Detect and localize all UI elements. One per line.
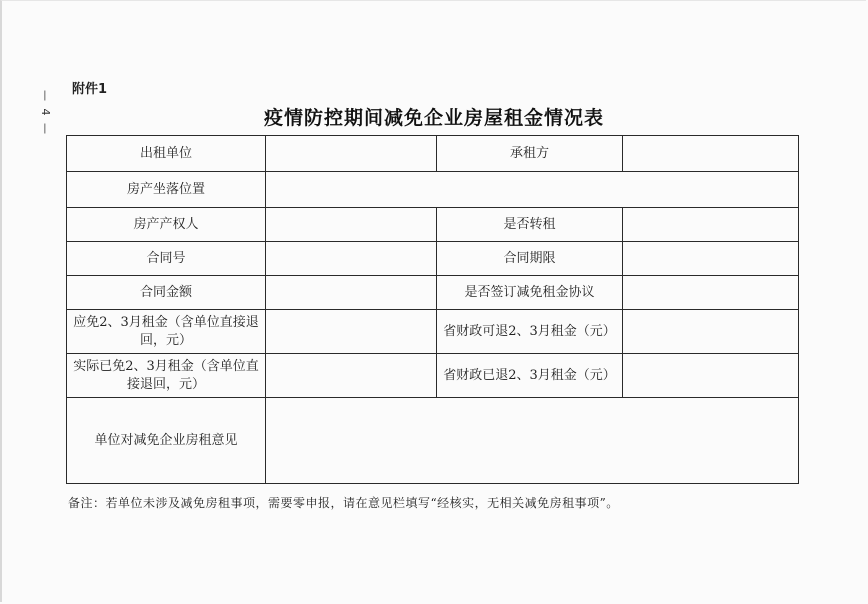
lessee-field[interactable] [623,136,799,172]
rent-reduction-form [66,135,799,484]
contract-amount-field[interactable] [266,276,437,310]
table-row [67,276,799,310]
reduction-agreement-label: 是否签订减免租金协议 [437,276,623,310]
unit-opinion-field[interactable] [266,398,799,484]
table-row [67,310,799,354]
table-row [67,354,799,398]
table-row [67,398,799,484]
reduction-agreement-field[interactable] [623,276,799,310]
contract-term-label: 合同期限 [437,242,623,276]
actual-exempt-label: 实际已免2、3月租金（含单位直接退回，元） [67,354,266,398]
page-number: — 4 — [39,90,52,136]
footnote: 备注：若单位未涉及减免房租事项，需要零申报，请在意见栏填写“经核实，无相关减免房租事项”。 [68,496,619,510]
lessee-label: 承租方 [437,136,623,172]
contract-term-field[interactable] [623,242,799,276]
table-row [67,172,799,208]
actual-exempt-field[interactable] [266,354,437,398]
unit-opinion-label: 单位对减免企业房租意见 [67,398,266,484]
table-row [67,136,799,172]
due-exempt-label: 应免2、3月租金（含单位直接退回，元） [67,310,266,354]
due-exempt-field[interactable] [266,310,437,354]
property-location-field[interactable] [266,172,799,208]
lessor-unit-field[interactable] [266,136,437,172]
table-row [67,242,799,276]
finance-refundable-field[interactable] [623,310,799,354]
contract-no-field[interactable] [266,242,437,276]
is-sublet-label: 是否转租 [437,208,623,242]
contract-no-label: 合同号 [67,242,266,276]
document-title: 疫情防控期间减免企业房屋租金情况表 [263,107,604,129]
property-owner-field[interactable] [266,208,437,242]
finance-refundable-label: 省财政可退2、3月租金（元） [437,310,623,354]
property-owner-label: 房产产权人 [67,208,266,242]
contract-amount-label: 合同金额 [67,276,266,310]
is-sublet-field[interactable] [623,208,799,242]
attachment-label: 附件1 [72,82,108,97]
table-row [67,208,799,242]
finance-refunded-field[interactable] [623,354,799,398]
finance-refunded-label: 省财政已退2、3月租金（元） [437,354,623,398]
property-location-label: 房产坐落位置 [67,172,266,208]
lessor-unit-label: 出租单位 [67,136,266,172]
